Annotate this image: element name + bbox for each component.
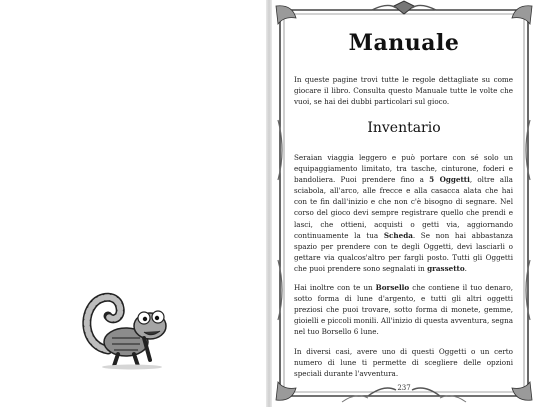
paragraph-inventory bbox=[294, 152, 513, 274]
text-run: , oltre alla sciabola, all'arco, alle frecce e alla casacca alata che hai con te fin dall'inizio e che non c'è bisogno di segnare. Nel corso del gioco devi sempre registrare quello che prendi e lasci, che ottieni, acquisti o getti via, aggiornando continuamente la tua bbox=[294, 175, 513, 240]
section-title: Inventario bbox=[367, 120, 441, 136]
page-number: 237 bbox=[397, 384, 411, 392]
paragraph-purse bbox=[294, 282, 513, 337]
text-bold: 5 Oggetti bbox=[429, 175, 470, 185]
text-run: . Se non hai abbastanza spazio per prendere con te degli Oggetti, devi lasciarli o gettare via qualcos'altro per fargli posto. Tutti gli Oggetti che puoi prendere sono segnalati in bbox=[294, 230, 513, 273]
text-run: Seraian viaggia leggero e può portare con sé solo un equipaggiamento limitato, tra tasche, cinturone, foderi e bandoliera. Puoi prendere fino a bbox=[294, 153, 513, 185]
page-title: Manuale bbox=[348, 30, 460, 56]
text-bold: grassetto bbox=[427, 263, 465, 273]
intro-paragraph: In queste pagine trovi tutte le regole dettagliate su come giocare il libro. Consulta questo Manuale tutte le volte che vuoi, se hai dei dubbi particolari sul gioco. bbox=[294, 75, 513, 106]
lizard-creature-illustration bbox=[78, 280, 178, 370]
text-run: che contiene il tuo denaro, sotto forma di lune d'argento, e tutti gli altri oggetti preziosi che puoi trovare, sotto forma di monete, gemme, gioielli e piccoli monili. All'inizio di questa avventura, segna nel tuo Borsello 6 lune. bbox=[294, 283, 513, 337]
text-run: Hai inoltre con te un bbox=[294, 283, 376, 293]
right-page bbox=[272, 0, 536, 407]
text-bold: Borsello bbox=[375, 283, 410, 293]
section-body bbox=[294, 152, 513, 387]
paragraph-options: In diversi casi, avere uno di questi Oggetti o un certo numero di lune ti permette di scegliere delle opzioni speciali durante l'avventura. bbox=[294, 346, 513, 378]
text-run: . bbox=[464, 263, 467, 273]
text-bold: Scheda bbox=[383, 230, 413, 240]
